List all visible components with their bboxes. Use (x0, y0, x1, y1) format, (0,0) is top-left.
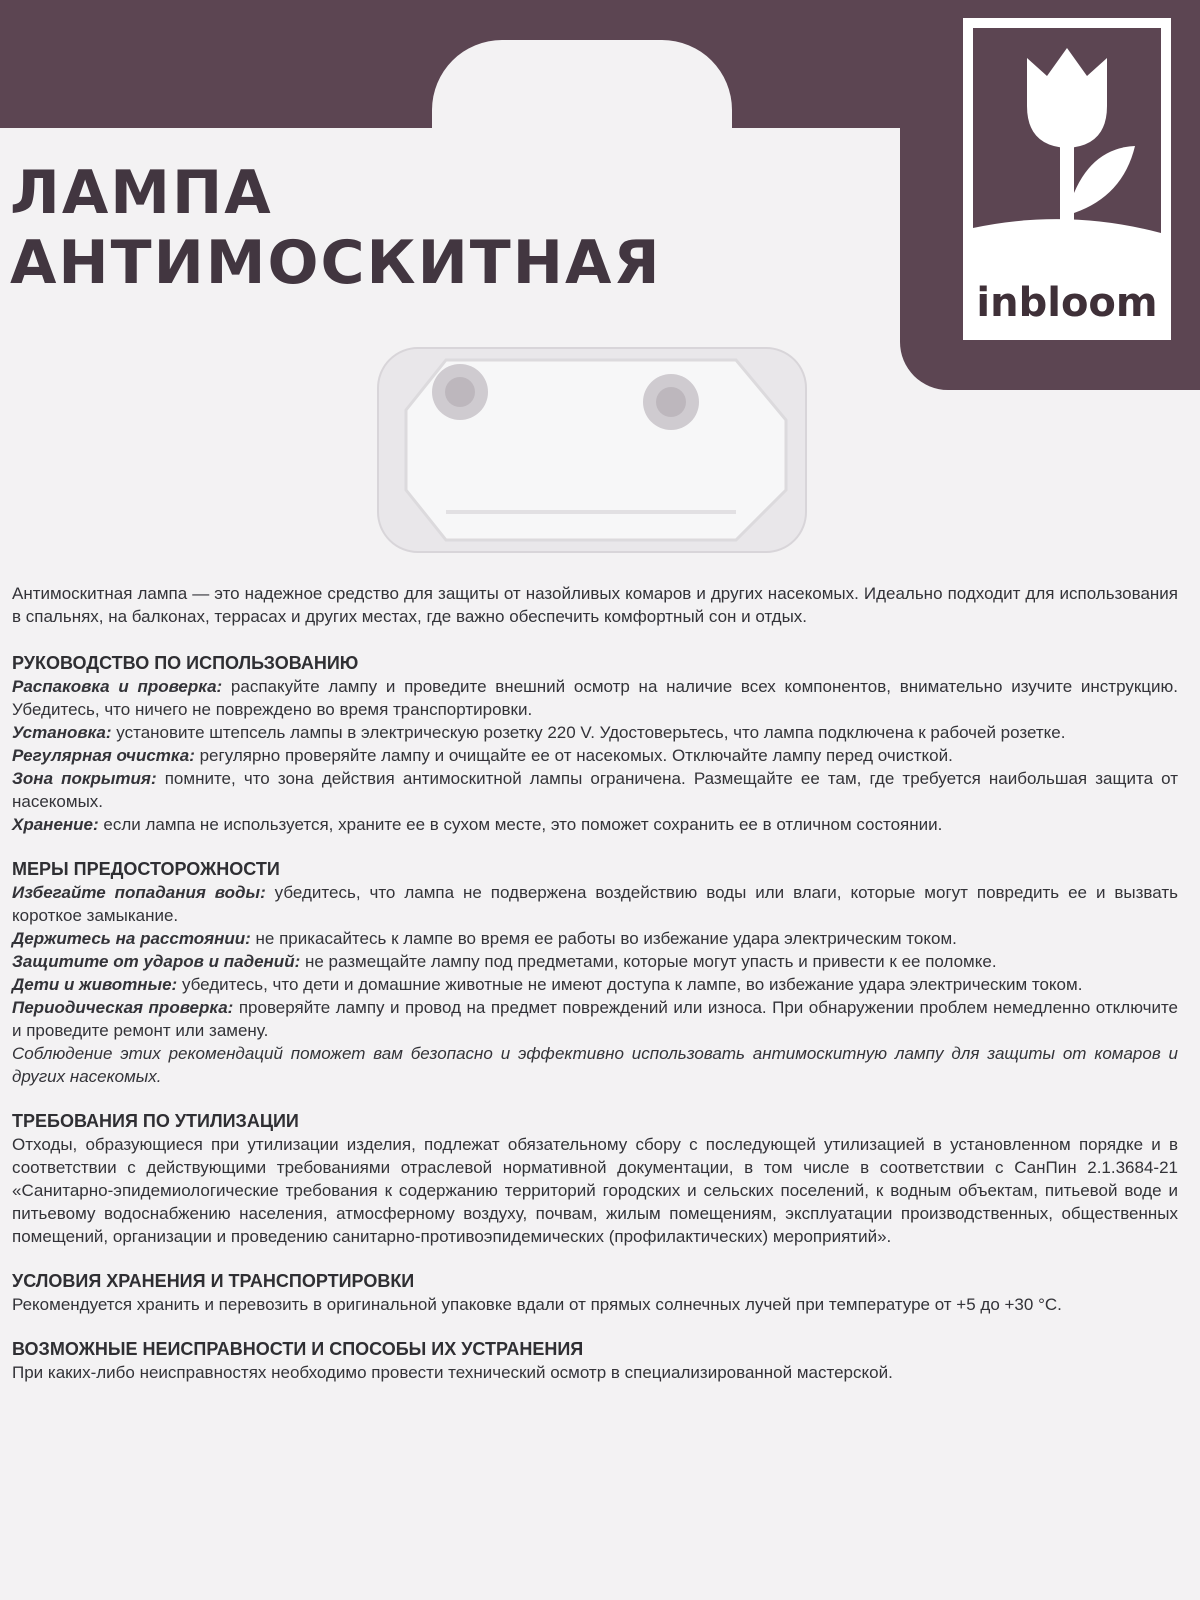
storage-text: Рекомендуется хранить и перевозить в оригинальной упаковке вдали от прямых солнечных лучей при температуре от +5 до +30 °С. (12, 1295, 1062, 1314)
lamp-plug-photo (376, 340, 808, 560)
precaution-item: Держитесь на расстоянии: не прикасайтесь к лампе во время ее работы во избежание удара электрическим током. (12, 929, 957, 948)
precautions-section (12, 858, 1178, 1088)
hanger-slot (432, 40, 732, 170)
brand-logo (963, 18, 1171, 340)
troubleshooting-section (12, 1338, 1178, 1384)
title-line-1: ЛАМПА (10, 158, 273, 228)
disposal-text: Отходы, образующиеся при утилизации изделия, подлежат обязательному сбору с последующей утилизацией в установленном порядке и в соответствии с действующими требованиями отраслевой нормативной документации, в том числе в соответствии с СанПин 2.1.3684-21 «Санитарно-эпидемиологические требования к содержанию территорий городских и сельских поселений, к водным объектам, питьевой воде и питьевому водоснабжению населения, атмосферному воздуху, почвам, жилым помещениям, эксплуатации производственных, общественных помещений, организации и проведению санитарно-противоэпидемических (профилактических) мероприятий». (12, 1135, 1178, 1246)
usage-item: Распаковка и проверка: распакуйте лампу и проведите внешний осмотр на наличие всех компонентов, внимательно изучите инструкцию. Убедитесь, что ничего не повреждено во время транспортировки. (12, 677, 1178, 719)
instructions (12, 582, 1178, 1406)
intro-text: Антимоскитная лампа — это надежное средство для защиты от назойливых комаров и других насекомых. Идеально подходит для использования в спальнях, на балконах, террасах и других местах, где важно обеспечить комфортный сон и отдых. (12, 584, 1178, 626)
precaution-item: Периодическая проверка: проверяйте лампу и провод на предмет повреждений или износа. При обнаружении проблем немедленно отключите и проведите ремонт или замену. (12, 998, 1178, 1040)
precaution-item: Защитите от ударов и падений: не размещайте лампу под предметами, которые могут упасть и привести к ее поломке. (12, 952, 997, 971)
title-line-2: АНТИМОСКИТНАЯ (10, 228, 662, 298)
precautions-heading: МЕРЫ ПРЕДОСТОРОЖНОСТИ (12, 859, 280, 879)
disposal-heading: ТРЕБОВАНИЯ ПО УТИЛИЗАЦИИ (12, 1111, 299, 1131)
storage-heading: УСЛОВИЯ ХРАНЕНИЯ И ТРАНСПОРТИРОВКИ (12, 1271, 415, 1291)
logo-text: inbloom (976, 280, 1158, 326)
product-title (10, 158, 662, 298)
usage-item: Хранение: если лампа не используется, храните ее в сухом месте, это поможет сохранить ее в отличном состоянии. (12, 815, 943, 834)
precaution-item: Дети и животные: убедитесь, что дети и домашние животные не имеют доступа к лампе, во избежание удара электрическим током. (12, 975, 1083, 994)
usage-item: Установка: установите штепсель лампы в электрическую розетку 220 V. Удостоверьтесь, что лампа подключена к рабочей розетке. (12, 723, 1066, 742)
precaution-item: Избегайте попадания воды: убедитесь, что лампа не подвержена воздействию воды или влаги, которые могут повредить ее и вызвать короткое замыкание. (12, 883, 1178, 925)
storage-section (12, 1270, 1178, 1316)
product-blister (376, 340, 808, 560)
usage-item: Зона покрытия: помните, что зона действия антимоскитной лампы ограничена. Размещайте ее там, где требуется наибольшая защита от насекомых. (12, 769, 1179, 811)
logo-emblem (973, 28, 1161, 260)
tulip-icon (973, 28, 1161, 260)
troubleshooting-heading: ВОЗМОЖНЫЕ НЕИСПРАВНОСТИ И СПОСОБЫ ИХ УСТРАНЕНИЯ (12, 1339, 584, 1359)
usage-item: Регулярная очистка: регулярно проверяйте лампу и очищайте ее от насекомых. Отключайте лампу перед очисткой. (12, 746, 953, 765)
usage-heading: РУКОВОДСТВО ПО ИСПОЛЬЗОВАНИЮ (12, 653, 359, 673)
usage-section (12, 652, 1178, 836)
precautions-note: Соблюдение этих рекомендаций поможет вам безопасно и эффективно использовать антимоскитную лампу для защиты от комаров и других насекомых. (12, 1044, 1178, 1086)
disposal-section (12, 1110, 1178, 1248)
troubleshooting-text: При каких-либо неисправностях необходимо провести технический осмотр в специализированной мастерской. (12, 1363, 893, 1382)
